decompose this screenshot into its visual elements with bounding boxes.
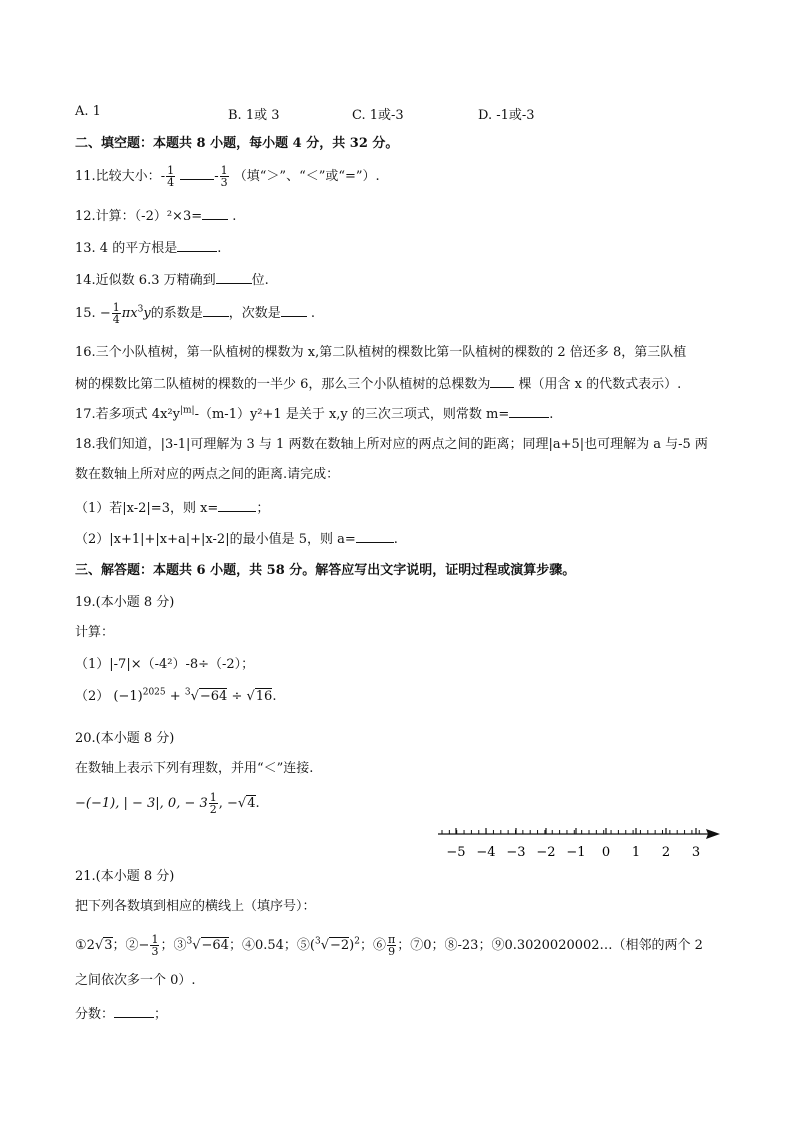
question-21-line-2: 之间依次多一个 0）. <box>75 973 196 988</box>
answer-blank[interactable] <box>218 498 256 512</box>
answer-blank[interactable] <box>490 374 514 388</box>
question-15: 15. − $\frac{1}{4}$ $\pi x^3y$的系数是 ，次数是 . <box>75 301 316 326</box>
answer-blank[interactable] <box>177 238 217 252</box>
question-13: 13. 4 的平方根是 . <box>75 238 221 258</box>
fraction: $\frac{1}{2}$ <box>209 791 217 816</box>
answer-blank[interactable] <box>202 206 228 220</box>
answer-blank[interactable] <box>356 529 394 543</box>
question-19-part-1: （1）|-7|×（-4²）-8÷（-2）； <box>75 657 255 672</box>
answer-blank[interactable] <box>180 166 214 180</box>
question-18-line-1: 18.我们知道，|3-1|可理解为 3 与 1 两数在数轴上所对应的两点之间的距离；同理|a+5|也可理解为 a 与-5 两 <box>75 437 708 452</box>
question-21-header: 21.(本小题 8 分) <box>75 869 175 884</box>
tick-label: 2 <box>661 845 671 860</box>
arrow-right-icon <box>706 829 720 839</box>
question-16-line-1: 16.三个小队植树，第一队植树的棵数为 x,第二队植树的棵数比第一队植树的棵数的 2 倍还多 8，第三队植 <box>75 345 687 360</box>
tick-label: −5 <box>446 845 466 860</box>
question-19-instruction: 计算： <box>75 625 115 640</box>
question-20-numbers: −(−1), | − 3|, 0, − 3 $\frac{1}{2}$ , −√4. <box>75 791 260 816</box>
fraction: $\frac{1}{3}$ <box>220 164 228 189</box>
tick-label: −4 <box>476 845 496 860</box>
tick-label: −3 <box>506 845 526 860</box>
fraction: $\frac{\pi}{9}$ <box>388 933 396 958</box>
tick-label: 3 <box>691 845 701 860</box>
question-16-line-2: 树的棵数比第二队植树的棵数的一半少 6，那么三个小队植树的总棵数为 棵（用含 x 的代数式表示）. <box>75 374 681 394</box>
question-11: 11.比较大小：- $\frac{1}{4}$ - $\frac{1}{3}$ （填“＞”、“＜”或“=”）. <box>75 164 380 189</box>
question-12: 12.计算：（-2）²×3= . <box>75 206 236 226</box>
question-19-part-2: （2） $(-1)^{2025} + ^3√-64 \div √16$. <box>75 687 277 704</box>
choice-a: A. 1 <box>75 104 101 119</box>
section-2-heading: 二、填空题：本题共 8 小题，每小题 4 分，共 32 分。 <box>75 136 399 151</box>
number-line[interactable] <box>436 822 726 862</box>
answer-blank[interactable] <box>114 1004 154 1018</box>
question-18-part-1: （1）若|x-2|=3，则 x= ； <box>75 498 269 518</box>
answer-blank[interactable] <box>509 404 549 418</box>
fraction: $\frac{1}{4}$ <box>112 301 120 326</box>
question-18-line-2: 数在数轴上所对应的两点之间的距离.请完成： <box>75 467 340 482</box>
tick-label: 0 <box>601 845 611 860</box>
question-19-header: 19.(本小题 8 分) <box>75 595 175 610</box>
question-17: 17.若多项式 $4x^2y^{|m|}-(m-1)y^2+1$ 是关于 x,y 的三次三项式，则常数 m= . <box>75 405 554 422</box>
answer-blank[interactable] <box>281 303 307 317</box>
tick-label: −1 <box>566 845 586 860</box>
question-14: 14.近似数 6.3 万精确到 位. <box>75 270 269 290</box>
choice-d: D. -1或-3 <box>478 108 535 123</box>
question-21-instruction: 把下列各数填到相应的横线上（填序号）： <box>75 899 316 914</box>
fraction: $\frac{1}{4}$ <box>167 164 175 189</box>
answer-blank[interactable] <box>216 270 252 284</box>
question-21-items: ①2√3；②− $\frac{1}{3}$ ；③$^3$√−64；④0.54；$⑤(^3√-2)^2$；⑥ $\frac{\pi}{9}$ ；⑦0；⑧-23；⑨0.3020020002…（相邻的两个 2 <box>75 933 703 958</box>
tick-label: −2 <box>536 845 556 860</box>
question-20-header: 20.(本小题 8 分) <box>75 731 175 746</box>
question-20-instruction: 在数轴上表示下列有理数，并用“＜”连接. <box>75 761 314 776</box>
answer-blank[interactable] <box>203 303 229 317</box>
choice-c: C. 1或-3 <box>352 108 404 123</box>
section-3-heading: 三、解答题：本题共 6 小题，共 58 分。解答应写出文字说明，证明过程或演算步骤。 <box>75 563 576 578</box>
choice-b: B. 1或 3 <box>228 108 280 123</box>
tick-label: 1 <box>631 845 641 860</box>
fraction: $\frac{1}{3}$ <box>151 933 159 958</box>
question-21-fractions: 分数： ； <box>75 1004 167 1024</box>
question-18-part-2: （2）|x+1|+|x+a|+|x-2|的最小值是 5，则 a= . <box>75 529 398 549</box>
